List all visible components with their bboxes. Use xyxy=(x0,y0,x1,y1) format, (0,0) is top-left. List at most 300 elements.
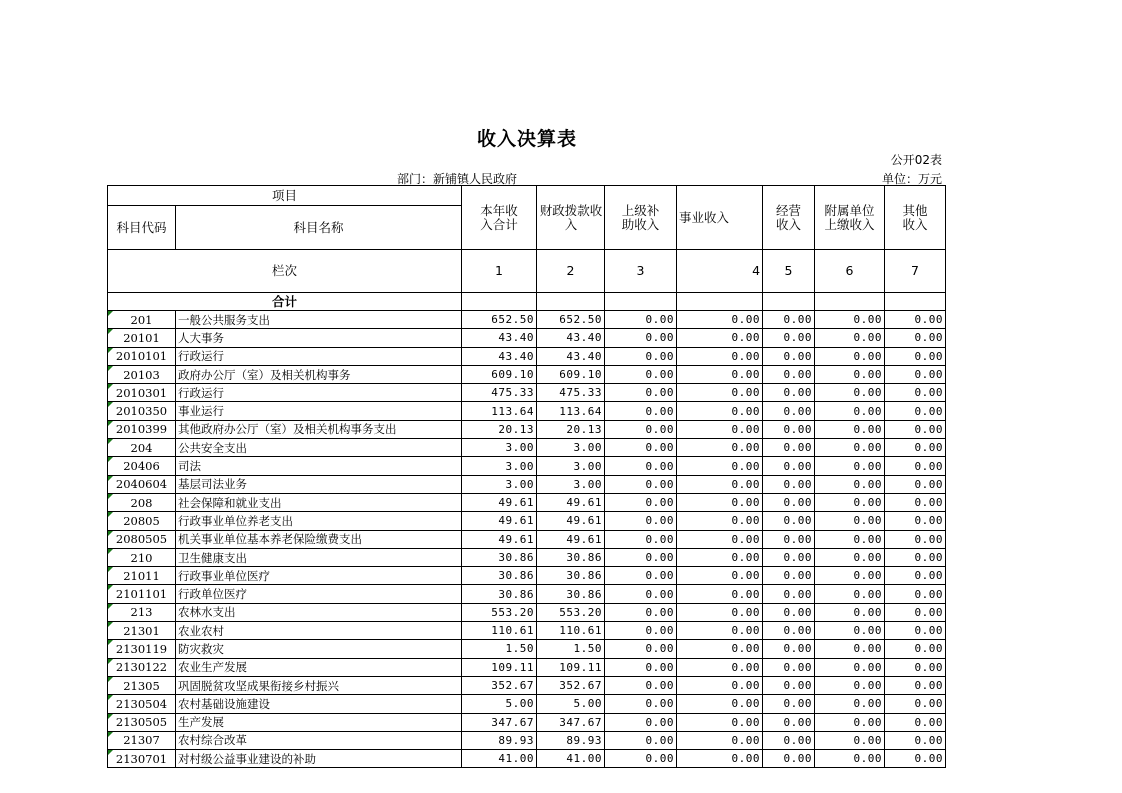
col-number: 1 xyxy=(462,250,537,293)
amount-cell: 0.00 xyxy=(815,713,885,731)
amount-cell: 0.00 xyxy=(605,347,677,365)
account-code-text: 20805 xyxy=(123,513,160,528)
account-name: 人大事务 xyxy=(176,329,462,347)
account-code-text: 2130505 xyxy=(115,715,168,730)
col-number: 6 xyxy=(815,250,885,293)
amount-cell: 0.00 xyxy=(605,585,677,603)
amount-cell: 3.00 xyxy=(462,457,537,475)
amount-cell: 0.00 xyxy=(763,420,815,438)
amount-cell: 20.13 xyxy=(537,420,605,438)
amount-cell: 0.00 xyxy=(763,402,815,420)
cell-marker-icon xyxy=(108,512,113,517)
table-row xyxy=(108,475,946,493)
amount-cell: 553.20 xyxy=(537,603,605,621)
cell-marker-icon xyxy=(108,476,113,481)
amount-cell: 0.00 xyxy=(763,713,815,731)
account-code xyxy=(108,731,176,749)
account-name: 农业农村 xyxy=(176,622,462,640)
table-row xyxy=(108,750,946,768)
account-code xyxy=(108,640,176,658)
account-code xyxy=(108,603,176,621)
cell-marker-icon xyxy=(108,457,113,462)
amount-cell: 3.00 xyxy=(537,457,605,475)
cell-marker-icon xyxy=(108,311,113,316)
amount-cell: 0.00 xyxy=(677,329,763,347)
amount-cell: 0.00 xyxy=(763,457,815,475)
account-code-text: 21305 xyxy=(123,678,160,693)
amount-cell: 0.00 xyxy=(815,731,885,749)
account-code-text: 201 xyxy=(130,312,153,327)
amount-cell: 609.10 xyxy=(537,365,605,383)
amount-cell: 89.93 xyxy=(537,731,605,749)
cell-marker-icon xyxy=(108,366,113,371)
account-code-text: 213 xyxy=(130,605,153,620)
amount-cell: 0.00 xyxy=(605,402,677,420)
amount-cell: 0.00 xyxy=(763,567,815,585)
amount-cell: 0.00 xyxy=(677,676,763,694)
account-code xyxy=(108,365,176,383)
account-name: 行政事业单位医疗 xyxy=(176,567,462,585)
account-code xyxy=(108,402,176,420)
amount-cell: 110.61 xyxy=(537,622,605,640)
amount-cell: 0.00 xyxy=(885,713,946,731)
account-code xyxy=(108,585,176,603)
account-code-text: 2010301 xyxy=(115,385,168,400)
cell-marker-icon xyxy=(108,567,113,572)
amount-cell: 0.00 xyxy=(677,640,763,658)
amount-cell: 0.00 xyxy=(677,402,763,420)
amount-cell: 0.00 xyxy=(605,731,677,749)
cell-marker-icon xyxy=(108,384,113,389)
amount-cell: 0.00 xyxy=(815,475,885,493)
amount-cell: 113.64 xyxy=(537,402,605,420)
total-cell xyxy=(815,293,885,311)
cell-marker-icon xyxy=(108,348,113,353)
total-cell xyxy=(885,293,946,311)
amount-cell: 0.00 xyxy=(677,658,763,676)
cell-marker-icon xyxy=(108,421,113,426)
amount-cell: 0.00 xyxy=(605,512,677,530)
amount-cell: 0.00 xyxy=(885,731,946,749)
amount-cell: 109.11 xyxy=(537,658,605,676)
amount-cell: 0.00 xyxy=(677,512,763,530)
account-name: 行政运行 xyxy=(176,347,462,365)
amount-cell: 0.00 xyxy=(605,439,677,457)
amount-cell: 347.67 xyxy=(537,713,605,731)
amount-cell: 652.50 xyxy=(537,311,605,329)
amount-cell: 0.00 xyxy=(763,640,815,658)
account-code xyxy=(108,493,176,511)
cell-marker-icon xyxy=(108,640,113,645)
amount-cell: 30.86 xyxy=(462,585,537,603)
amount-cell: 0.00 xyxy=(815,457,885,475)
amount-cell: 49.61 xyxy=(537,530,605,548)
account-name: 农村基础设施建设 xyxy=(176,695,462,713)
amount-cell: 0.00 xyxy=(763,731,815,749)
amount-cell: 0.00 xyxy=(605,567,677,585)
amount-cell: 0.00 xyxy=(885,347,946,365)
amount-cell: 0.00 xyxy=(885,585,946,603)
table-row xyxy=(108,585,946,603)
table-row xyxy=(108,439,946,457)
table-row xyxy=(108,658,946,676)
col-number: 4 xyxy=(677,250,763,293)
amount-cell: 0.00 xyxy=(763,603,815,621)
account-name: 农林水支出 xyxy=(176,603,462,621)
amount-cell: 89.93 xyxy=(462,731,537,749)
account-code xyxy=(108,548,176,566)
account-code-text: 21011 xyxy=(123,568,160,583)
amount-cell: 0.00 xyxy=(605,548,677,566)
amount-cell: 352.67 xyxy=(537,676,605,694)
table-row xyxy=(108,384,946,402)
table-row xyxy=(108,457,946,475)
header-col2: 财政拨款收入 xyxy=(537,186,605,250)
amount-cell: 30.86 xyxy=(537,548,605,566)
amount-cell: 0.00 xyxy=(677,695,763,713)
account-code-text: 2040604 xyxy=(115,477,168,492)
account-name: 对村级公益事业建设的补助 xyxy=(176,750,462,768)
amount-cell: 0.00 xyxy=(677,750,763,768)
amount-cell: 0.00 xyxy=(605,750,677,768)
amount-cell: 0.00 xyxy=(605,384,677,402)
department-label: 部门：新铺镇人民政府 xyxy=(397,172,518,186)
amount-cell: 0.00 xyxy=(815,365,885,383)
account-name: 农业生产发展 xyxy=(176,658,462,676)
account-code xyxy=(108,530,176,548)
header-col3: 上级补助收入 xyxy=(605,186,677,250)
amount-cell: 0.00 xyxy=(763,585,815,603)
amount-cell: 0.00 xyxy=(815,567,885,585)
amount-cell: 0.00 xyxy=(763,347,815,365)
amount-cell: 0.00 xyxy=(677,567,763,585)
account-code-text: 2080505 xyxy=(115,532,168,547)
amount-cell: 0.00 xyxy=(605,457,677,475)
total-label: 合计 xyxy=(108,293,462,311)
account-name: 行政事业单位养老支出 xyxy=(176,512,462,530)
amount-cell: 1.50 xyxy=(537,640,605,658)
report-title: 收入决算表 xyxy=(476,128,577,150)
amount-cell: 0.00 xyxy=(677,548,763,566)
amount-cell: 0.00 xyxy=(605,658,677,676)
amount-cell: 0.00 xyxy=(885,493,946,511)
amount-cell: 3.00 xyxy=(537,439,605,457)
account-name: 行政单位医疗 xyxy=(176,585,462,603)
amount-cell: 30.86 xyxy=(537,585,605,603)
amount-cell: 0.00 xyxy=(677,603,763,621)
cell-marker-icon xyxy=(108,750,113,755)
table-row xyxy=(108,402,946,420)
account-name: 农村综合改革 xyxy=(176,731,462,749)
amount-cell: 43.40 xyxy=(462,347,537,365)
cell-marker-icon xyxy=(108,494,113,499)
table-row xyxy=(108,548,946,566)
amount-cell: 0.00 xyxy=(885,475,946,493)
total-cell xyxy=(677,293,763,311)
amount-cell: 49.61 xyxy=(537,512,605,530)
amount-cell: 0.00 xyxy=(815,603,885,621)
cell-marker-icon xyxy=(108,732,113,737)
amount-cell: 352.67 xyxy=(462,676,537,694)
amount-cell: 0.00 xyxy=(815,676,885,694)
amount-cell: 3.00 xyxy=(462,439,537,457)
account-code xyxy=(108,329,176,347)
amount-cell: 0.00 xyxy=(677,713,763,731)
amount-cell: 0.00 xyxy=(885,402,946,420)
amount-cell: 0.00 xyxy=(815,439,885,457)
amount-cell: 0.00 xyxy=(885,530,946,548)
amount-cell: 49.61 xyxy=(462,493,537,511)
table-row xyxy=(108,493,946,511)
amount-cell: 0.00 xyxy=(885,695,946,713)
amount-cell: 0.00 xyxy=(677,457,763,475)
amount-cell: 0.00 xyxy=(885,420,946,438)
amount-cell: 0.00 xyxy=(763,384,815,402)
amount-cell: 0.00 xyxy=(677,493,763,511)
account-code-text: 21301 xyxy=(123,623,160,638)
cell-marker-icon xyxy=(108,531,113,536)
amount-cell: 109.11 xyxy=(462,658,537,676)
account-name: 事业运行 xyxy=(176,402,462,420)
account-code-text: 2101101 xyxy=(115,587,168,602)
table-row xyxy=(108,311,946,329)
amount-cell: 0.00 xyxy=(885,658,946,676)
account-name: 机关事业单位基本养老保险缴费支出 xyxy=(176,530,462,548)
amount-cell: 30.86 xyxy=(537,567,605,585)
account-code xyxy=(108,512,176,530)
account-code xyxy=(108,695,176,713)
account-name: 防灾救灾 xyxy=(176,640,462,658)
cell-marker-icon xyxy=(108,329,113,334)
header-code: 科目代码 xyxy=(108,206,176,250)
amount-cell: 553.20 xyxy=(462,603,537,621)
amount-cell: 0.00 xyxy=(605,493,677,511)
account-name: 生产发展 xyxy=(176,713,462,731)
amount-cell: 0.00 xyxy=(763,475,815,493)
account-code-text: 20406 xyxy=(123,459,160,474)
table-row xyxy=(108,329,946,347)
col-number: 5 xyxy=(763,250,815,293)
account-code xyxy=(108,347,176,365)
amount-cell: 43.40 xyxy=(537,347,605,365)
table-row xyxy=(108,731,946,749)
amount-cell: 3.00 xyxy=(537,475,605,493)
account-name: 卫生健康支出 xyxy=(176,548,462,566)
table-row xyxy=(108,365,946,383)
amount-cell: 0.00 xyxy=(763,493,815,511)
total-cell xyxy=(763,293,815,311)
amount-cell: 0.00 xyxy=(763,365,815,383)
amount-cell: 0.00 xyxy=(605,365,677,383)
amount-cell: 0.00 xyxy=(815,622,885,640)
cell-marker-icon xyxy=(108,677,113,682)
amount-cell: 0.00 xyxy=(815,512,885,530)
amount-cell: 475.33 xyxy=(462,384,537,402)
cell-marker-icon xyxy=(108,439,113,444)
account-name: 巩固脱贫攻坚成果衔接乡村振兴 xyxy=(176,676,462,694)
account-code xyxy=(108,658,176,676)
account-code-text: 204 xyxy=(130,440,153,455)
amount-cell: 0.00 xyxy=(677,365,763,383)
unit-label: 单位：万元 xyxy=(881,172,942,186)
account-code-text: 20101 xyxy=(123,330,160,345)
col-number: 2 xyxy=(537,250,605,293)
amount-cell: 43.40 xyxy=(537,329,605,347)
total-cell xyxy=(605,293,677,311)
amount-cell: 0.00 xyxy=(763,622,815,640)
amount-cell: 0.00 xyxy=(677,731,763,749)
account-code-text: 208 xyxy=(130,495,153,510)
account-code-text: 21307 xyxy=(123,733,160,748)
amount-cell: 49.61 xyxy=(462,512,537,530)
amount-cell: 0.00 xyxy=(815,640,885,658)
account-code xyxy=(108,475,176,493)
account-code xyxy=(108,311,176,329)
amount-cell: 0.00 xyxy=(885,603,946,621)
amount-cell: 20.13 xyxy=(462,420,537,438)
revenue-table xyxy=(107,185,946,768)
amount-cell: 0.00 xyxy=(885,640,946,658)
row-label: 栏次 xyxy=(108,250,462,293)
amount-cell: 347.67 xyxy=(462,713,537,731)
amount-cell: 0.00 xyxy=(763,329,815,347)
account-code-text: 20103 xyxy=(123,367,160,382)
amount-cell: 30.86 xyxy=(462,567,537,585)
form-number: 公开02表 xyxy=(890,153,942,167)
amount-cell: 41.00 xyxy=(537,750,605,768)
header-col5: 经营收入 xyxy=(763,186,815,250)
amount-cell: 0.00 xyxy=(763,658,815,676)
header-name: 科目名称 xyxy=(176,206,462,250)
account-code xyxy=(108,676,176,694)
account-code xyxy=(108,622,176,640)
amount-cell: 0.00 xyxy=(677,347,763,365)
amount-cell: 0.00 xyxy=(763,695,815,713)
account-code xyxy=(108,439,176,457)
amount-cell: 0.00 xyxy=(605,475,677,493)
account-code xyxy=(108,567,176,585)
amount-cell: 0.00 xyxy=(763,439,815,457)
amount-cell: 41.00 xyxy=(462,750,537,768)
amount-cell: 0.00 xyxy=(815,585,885,603)
amount-cell: 0.00 xyxy=(885,676,946,694)
amount-cell: 652.50 xyxy=(462,311,537,329)
amount-cell: 3.00 xyxy=(462,475,537,493)
cell-marker-icon xyxy=(108,402,113,407)
account-code-text: 2010399 xyxy=(115,422,168,437)
amount-cell: 0.00 xyxy=(885,512,946,530)
table-row xyxy=(108,622,946,640)
account-name: 行政运行 xyxy=(176,384,462,402)
amount-cell: 0.00 xyxy=(885,567,946,585)
account-code xyxy=(108,384,176,402)
account-code xyxy=(108,750,176,768)
amount-cell: 0.00 xyxy=(885,622,946,640)
account-code-text: 2130122 xyxy=(115,660,168,675)
amount-cell: 0.00 xyxy=(605,640,677,658)
col-number: 7 xyxy=(885,250,946,293)
amount-cell: 0.00 xyxy=(605,603,677,621)
amount-cell: 0.00 xyxy=(605,676,677,694)
account-name: 政府办公厅（室）及相关机构事务 xyxy=(176,365,462,383)
amount-cell: 0.00 xyxy=(605,713,677,731)
amount-cell: 0.00 xyxy=(677,622,763,640)
amount-cell: 0.00 xyxy=(763,530,815,548)
account-code-text: 2130504 xyxy=(115,696,168,711)
amount-cell: 0.00 xyxy=(885,750,946,768)
cell-marker-icon xyxy=(108,604,113,609)
amount-cell: 0.00 xyxy=(763,676,815,694)
amount-cell: 609.10 xyxy=(462,365,537,383)
amount-cell: 1.50 xyxy=(462,640,537,658)
amount-cell: 0.00 xyxy=(815,530,885,548)
amount-cell: 0.00 xyxy=(815,402,885,420)
account-code-text: 2130701 xyxy=(115,751,168,766)
amount-cell: 0.00 xyxy=(815,493,885,511)
amount-cell: 0.00 xyxy=(605,695,677,713)
amount-cell: 49.61 xyxy=(537,493,605,511)
amount-cell: 0.00 xyxy=(815,658,885,676)
amount-cell: 0.00 xyxy=(763,750,815,768)
amount-cell: 0.00 xyxy=(815,420,885,438)
table-row xyxy=(108,640,946,658)
account-name: 社会保障和就业支出 xyxy=(176,493,462,511)
amount-cell: 0.00 xyxy=(605,329,677,347)
amount-cell: 0.00 xyxy=(815,750,885,768)
account-code-text: 210 xyxy=(130,550,153,565)
cell-marker-icon xyxy=(108,549,113,554)
amount-cell: 5.00 xyxy=(537,695,605,713)
amount-cell: 0.00 xyxy=(677,384,763,402)
table-row xyxy=(108,713,946,731)
amount-cell: 0.00 xyxy=(815,311,885,329)
amount-cell: 0.00 xyxy=(763,512,815,530)
amount-cell: 0.00 xyxy=(885,548,946,566)
account-code-text: 2010101 xyxy=(115,349,168,364)
amount-cell: 0.00 xyxy=(763,548,815,566)
amount-cell: 0.00 xyxy=(605,530,677,548)
amount-cell: 0.00 xyxy=(605,420,677,438)
header-col6: 附属单位上缴收入 xyxy=(815,186,885,250)
amount-cell: 43.40 xyxy=(462,329,537,347)
account-name: 司法 xyxy=(176,457,462,475)
cell-marker-icon xyxy=(108,714,113,719)
amount-cell: 0.00 xyxy=(815,695,885,713)
amount-cell: 0.00 xyxy=(815,347,885,365)
amount-cell: 0.00 xyxy=(677,420,763,438)
amount-cell: 5.00 xyxy=(462,695,537,713)
total-cell xyxy=(462,293,537,311)
cell-marker-icon xyxy=(108,622,113,627)
amount-cell: 30.86 xyxy=(462,548,537,566)
table-row xyxy=(108,695,946,713)
cell-marker-icon xyxy=(108,695,113,700)
col-number: 3 xyxy=(605,250,677,293)
header-item: 项目 xyxy=(108,186,462,206)
account-name: 其他政府办公厅（室）及相关机构事务支出 xyxy=(176,420,462,438)
amount-cell: 0.00 xyxy=(885,384,946,402)
header-col4: 事业收入 xyxy=(677,186,763,250)
account-name: 基层司法业务 xyxy=(176,475,462,493)
account-name: 公共安全支出 xyxy=(176,439,462,457)
amount-cell: 0.00 xyxy=(815,384,885,402)
amount-cell: 0.00 xyxy=(605,311,677,329)
amount-cell: 0.00 xyxy=(815,548,885,566)
table-row xyxy=(108,512,946,530)
amount-cell: 0.00 xyxy=(885,457,946,475)
header-col7: 其他收入 xyxy=(885,186,946,250)
account-code-text: 2130119 xyxy=(115,641,168,656)
